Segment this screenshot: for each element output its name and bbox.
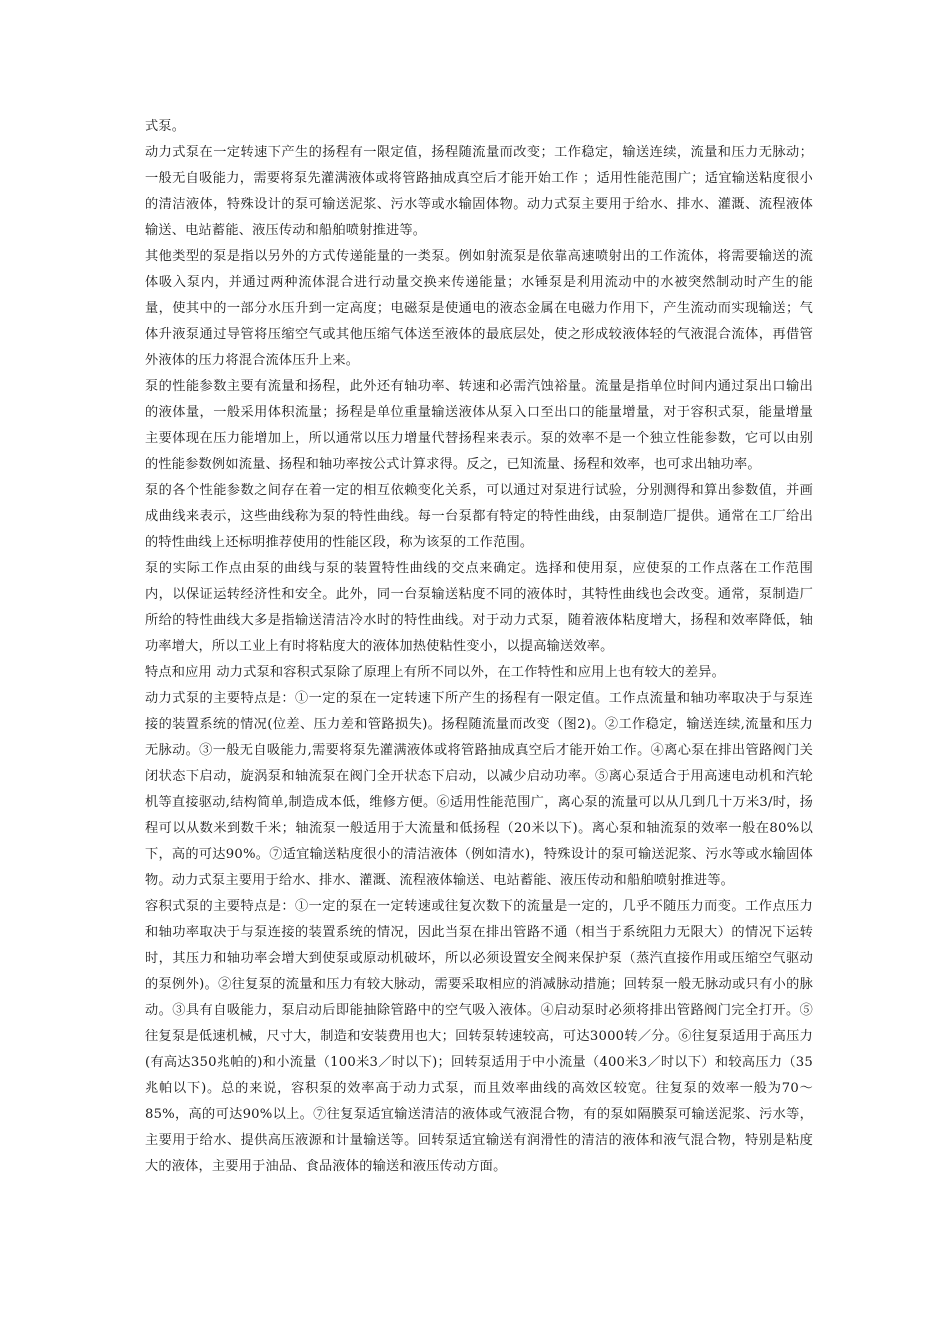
document-page: [145, 114, 813, 1180]
paragraph-features-intro: 特点和应用 动力式泵和容积式泵除了原理上有所不同以外，在工作特性和应用上也有较大的差异。: [145, 665, 726, 680]
paragraph-dynamic-pump-summary: 动力式泵在一定转速下产生的扬程有一限定值，扬程随流量而改变；工作稳定，输送连续，流量和压力无脉动；一般无自吸能力，需要将泵先灌满液体或将管路抽成真空后才能开始工作 ；适用性能范围广；适宜输送粘度很小的清洁液体，特殊设计的泵可输送泥浆、污水等或水输固体物。动力式泵主要用于给水、排水、灌溉、流程液体输送、电站蓄能、液压传动和船舶喷射推进等。: [145, 145, 813, 238]
paragraph-operating-point: 泵的实际工作点由泵的曲线与泵的装置特性曲线的交点来确定。选择和使用泵，应使泵的工作点落在工作范围内，以保证运转经济性和安全。此外，同一台泵输送粘度不同的液体时，其特性曲线也会改变。通常，泵制造厂所给的特性曲线大多是指输送清洁冷水时的特性曲线。对于动力式泵，随着液体粘度增大，扬程和效率降低，轴功率增大，所以工业上有时将粘度大的液体加热使粘性变小，以提高输送效率。: [145, 561, 813, 654]
paragraph-positive-displacement-features: 容积式泵的主要特点是：①一定的泵在一定转速或往复次数下的流量是一定的，几乎不随压力而变。工作点压力和轴功率取决于与泵连接的装置系统的情况，因此当泵在排出管路不通（相当于系统阻力无限大）的情况下运转时，其压力和轴功率会增大到使泵或原动机破坏，所以必须设置安全阀来保护泵（蒸汽直接作用或压缩空气驱动的泵例外)。②往复泵的流量和压力有较大脉动，需要采取相应的消减脉动措施；回转泵一般无脉动或只有小的脉动。③具有自吸能力，泵启动后即能抽除管路中的空气吸入液体。④启动泵时必须将排出管路阀门完全打开。⑤往复泵是低速机械，尺寸大，制造和安装费用也大；回转泵转速较高，可达3000转／分。⑥往复泵适用于高压力(有高达350兆帕的)和小流量（100米3／时以下)；回转泵适用于中小流量（400米3／时以下）和较高压力（35兆帕以下)。总的来说，容积泵的效率高于动力式泵，而且效率曲线的高效区较宽。往复泵的效率一般为70～85%，高的可达90%以上。⑦往复泵适宜输送清洁的液体或气液混合物，有的泵如隔膜泵可输送泥浆、污水等，主要用于给水、提供高压液源和计量输送等。回转泵适宜输送有润滑性的清洁的液体和液气混合物，特别是粘度大的液体，主要用于油品、食品液体的输送和液压传动方面。: [145, 899, 813, 1174]
paragraph-characteristic-curves: 泵的各个性能参数之间存在着一定的相互依赖变化关系，可以通过对泵进行试验，分别测得和算出参数值，并画成曲线来表示，这些曲线称为泵的特性曲线。每一台泵都有特定的特性曲线，由泵制造厂提供。通常在工厂给出的特性曲线上还标明推荐使用的性能区段，称为该泵的工作范围。: [145, 483, 813, 550]
paragraph-other-pump-types: 其他类型的泵是指以另外的方式传递能量的一类泵。例如射流泵是依靠高速喷射出的工作流体，将需要输送的流体吸入泵内，并通过两种流体混合进行动量交换来传递能量；水锤泵是利用流动中的水被突然制动时产生的能量，使其中的一部分水压升到一定高度；电磁泵是使通电的液态金属在电磁力作用下，产生流动而实现输送；气体升液泵通过导管将压缩空气或其他压缩气体送至液体的最底层处，使之形成较液体轻的气液混合流体，再借管外液体的压力将混合流体压升上来。: [145, 249, 813, 368]
paragraph-performance-parameters: 泵的性能参数主要有流量和扬程，此外还有轴功率、转速和必需汽蚀裕量。流量是指单位时间内通过泵出口输出的液体量，一般采用体积流量；扬程是单位重量输送液体从泵入口至出口的能量增量，对于容积式泵，能量增量主要体现在压力能增加上，所以通常以压力增量代替扬程来表示。泵的效率不是一个独立性能参数，它可以由别的性能参数例如流量、扬程和轴功率按公式计算求得。反之，已知流量、扬程和效率，也可求出轴功率。: [145, 379, 813, 472]
paragraph-dynamic-pump-features: 动力式泵的主要特点是：①一定的泵在一定转速下所产生的扬程有一限定值。工作点流量和轴功率取决于与泵连接的装置系统的情况(位差、压力差和管路损失)。扬程随流量而改变（图2)。②工作稳定，输送连续,流量和压力无脉动。③一般无自吸能力,需要将泵先灌满液体或将管路抽成真空后才能开始工作。④离心泵在排出管路阀门关闭状态下启动，旋涡泵和轴流泵在阀门全开状态下启动，以减少启动功率。⑤离心泵适合于用高速电动机和汽轮机等直接驱动,结构简单,制造成本低，维修方便。⑥适用性能范围广，离心泵的流量可以从几到几十万米3/时，扬程可以从数米到数千米；轴流泵一般适用于大流量和低扬程（20米以下)。离心泵和轴流泵的效率一般在80%以下，高的可达90%。⑦适宜输送粘度很小的清洁液体（例如清水)，特殊设计的泵可输送泥浆、污水等或水输固体物。动力式泵主要用于给水、排水、灌溉、流程液体输送、电站蓄能、液压传动和船舶喷射推进等。: [145, 691, 813, 888]
paragraph-continuation: 式泵。: [145, 119, 186, 134]
